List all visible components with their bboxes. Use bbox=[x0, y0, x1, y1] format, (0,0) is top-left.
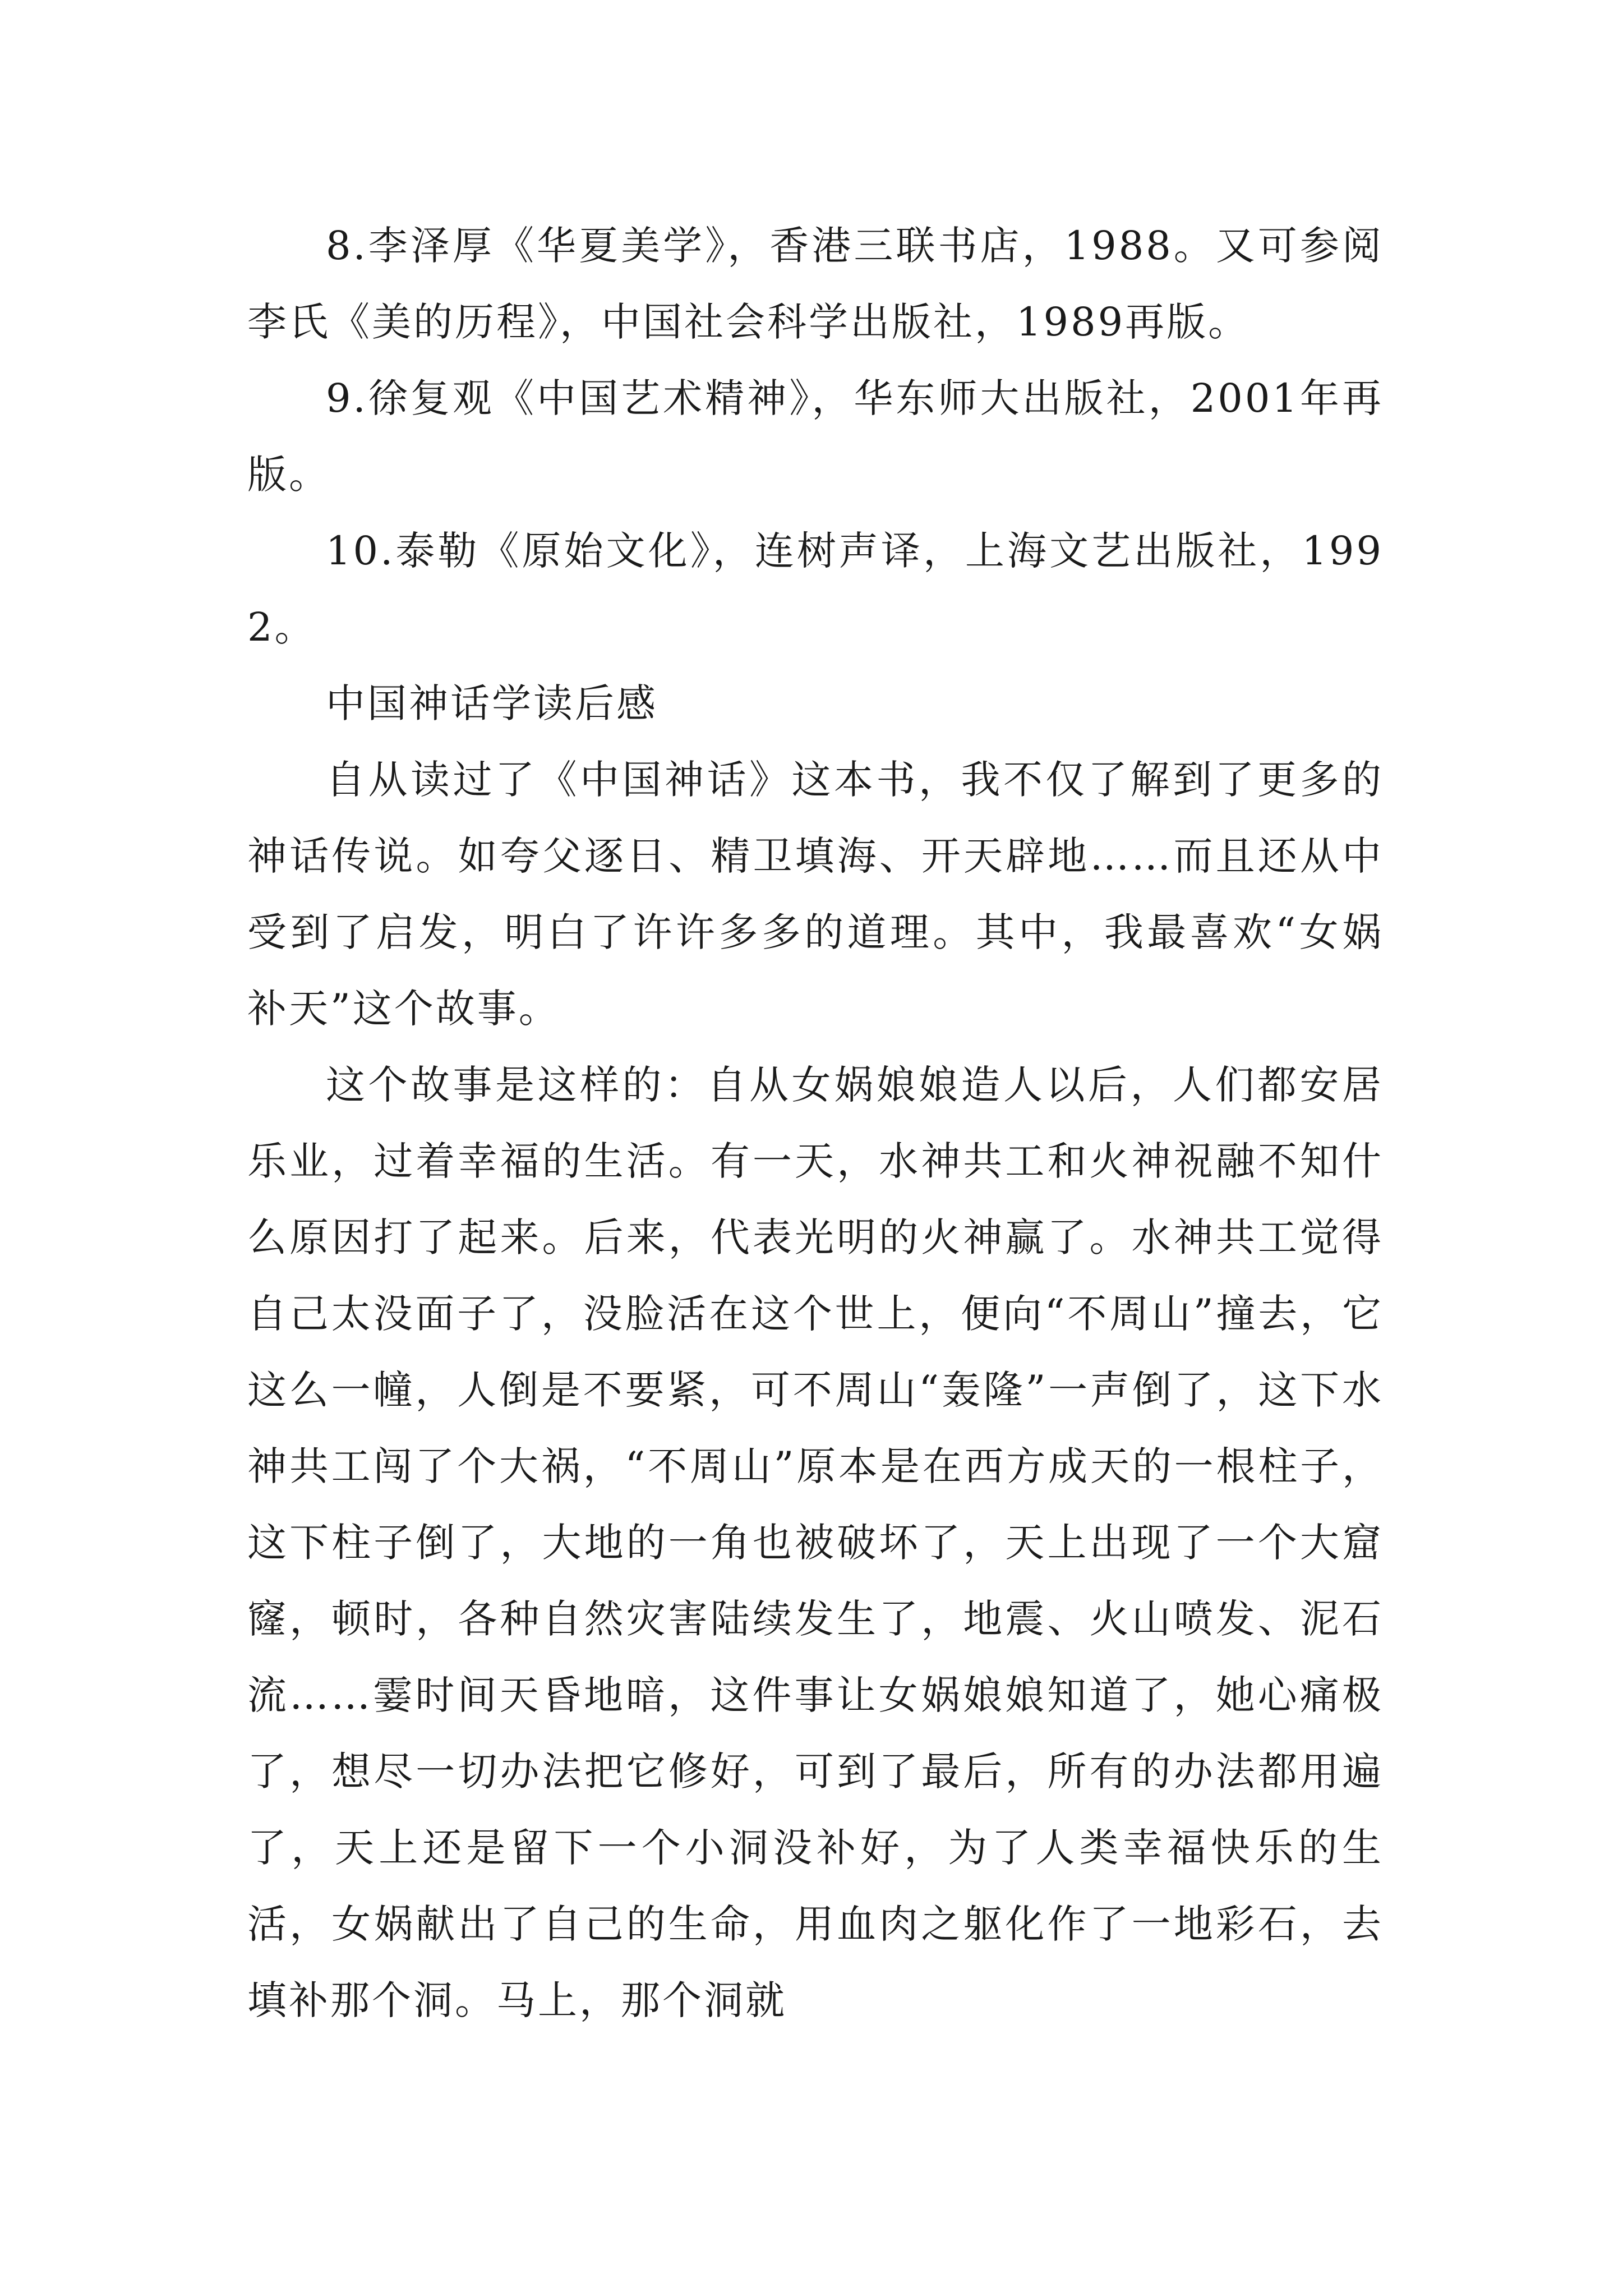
essay-title: 中国神话学读后感 bbox=[326, 680, 658, 726]
reference-item-9: 9.徐复观《中国艺术精神》，华东师大出版社，2001年再版。 bbox=[247, 375, 1384, 498]
page-content bbox=[247, 208, 1384, 2039]
essay-paragraph-1: 自从读过了《中国神话》这本书，我不仅了解到了更多的神话传说。如夸父逐日、精卫填海、开天辟地……而且还从中受到了启发，明白了许许多多的道理。其中，我最喜欢“女娲补天”这个故事。 bbox=[247, 757, 1384, 1032]
reference-item-8: 8.李泽厚《华夏美学》，香港三联书店，1988。又可参阅李氏《美的历程》，中国社会科学出版社，1989再版。 bbox=[247, 223, 1384, 345]
essay-paragraph-2: 这个故事是这样的：自从女娲娘娘造人以后，人们都安居乐业，过着幸福的生活。有一天，水神共工和火神祝融不知什么原因打了起来。后来，代表光明的火神赢了。水神共工觉得自己太没面子了，没脸活在这个世上，便向“不周山”撞去，它这么一幢，人倒是不要紧，可不周山“轰隆”一声倒了，这下水神共工闯了个大祸，“不周山”原本是在西方成天的一根柱子，这下柱子倒了，大地的一角也被破坏了，天上出现了一个大窟窿，顿时，各种自然灾害陆续发生了，地震、火山喷发、泥石流……霎时间天昏地暗，这件事让女娲娘娘知道了，她心痛极了，想尽一切办法把它修好，可到了最后，所有的办法都用遍了，天上还是留下一个小洞没补好，为了人类幸福快乐的生活，女娲献出了自己的生命，用血肉之躯化作了一地彩石，去填补那个洞。马上，那个洞就 bbox=[247, 1062, 1384, 2023]
reference-item-10: 10.泰勒《原始文化》，连树声译，上海文艺出版社，1992。 bbox=[247, 528, 1384, 650]
